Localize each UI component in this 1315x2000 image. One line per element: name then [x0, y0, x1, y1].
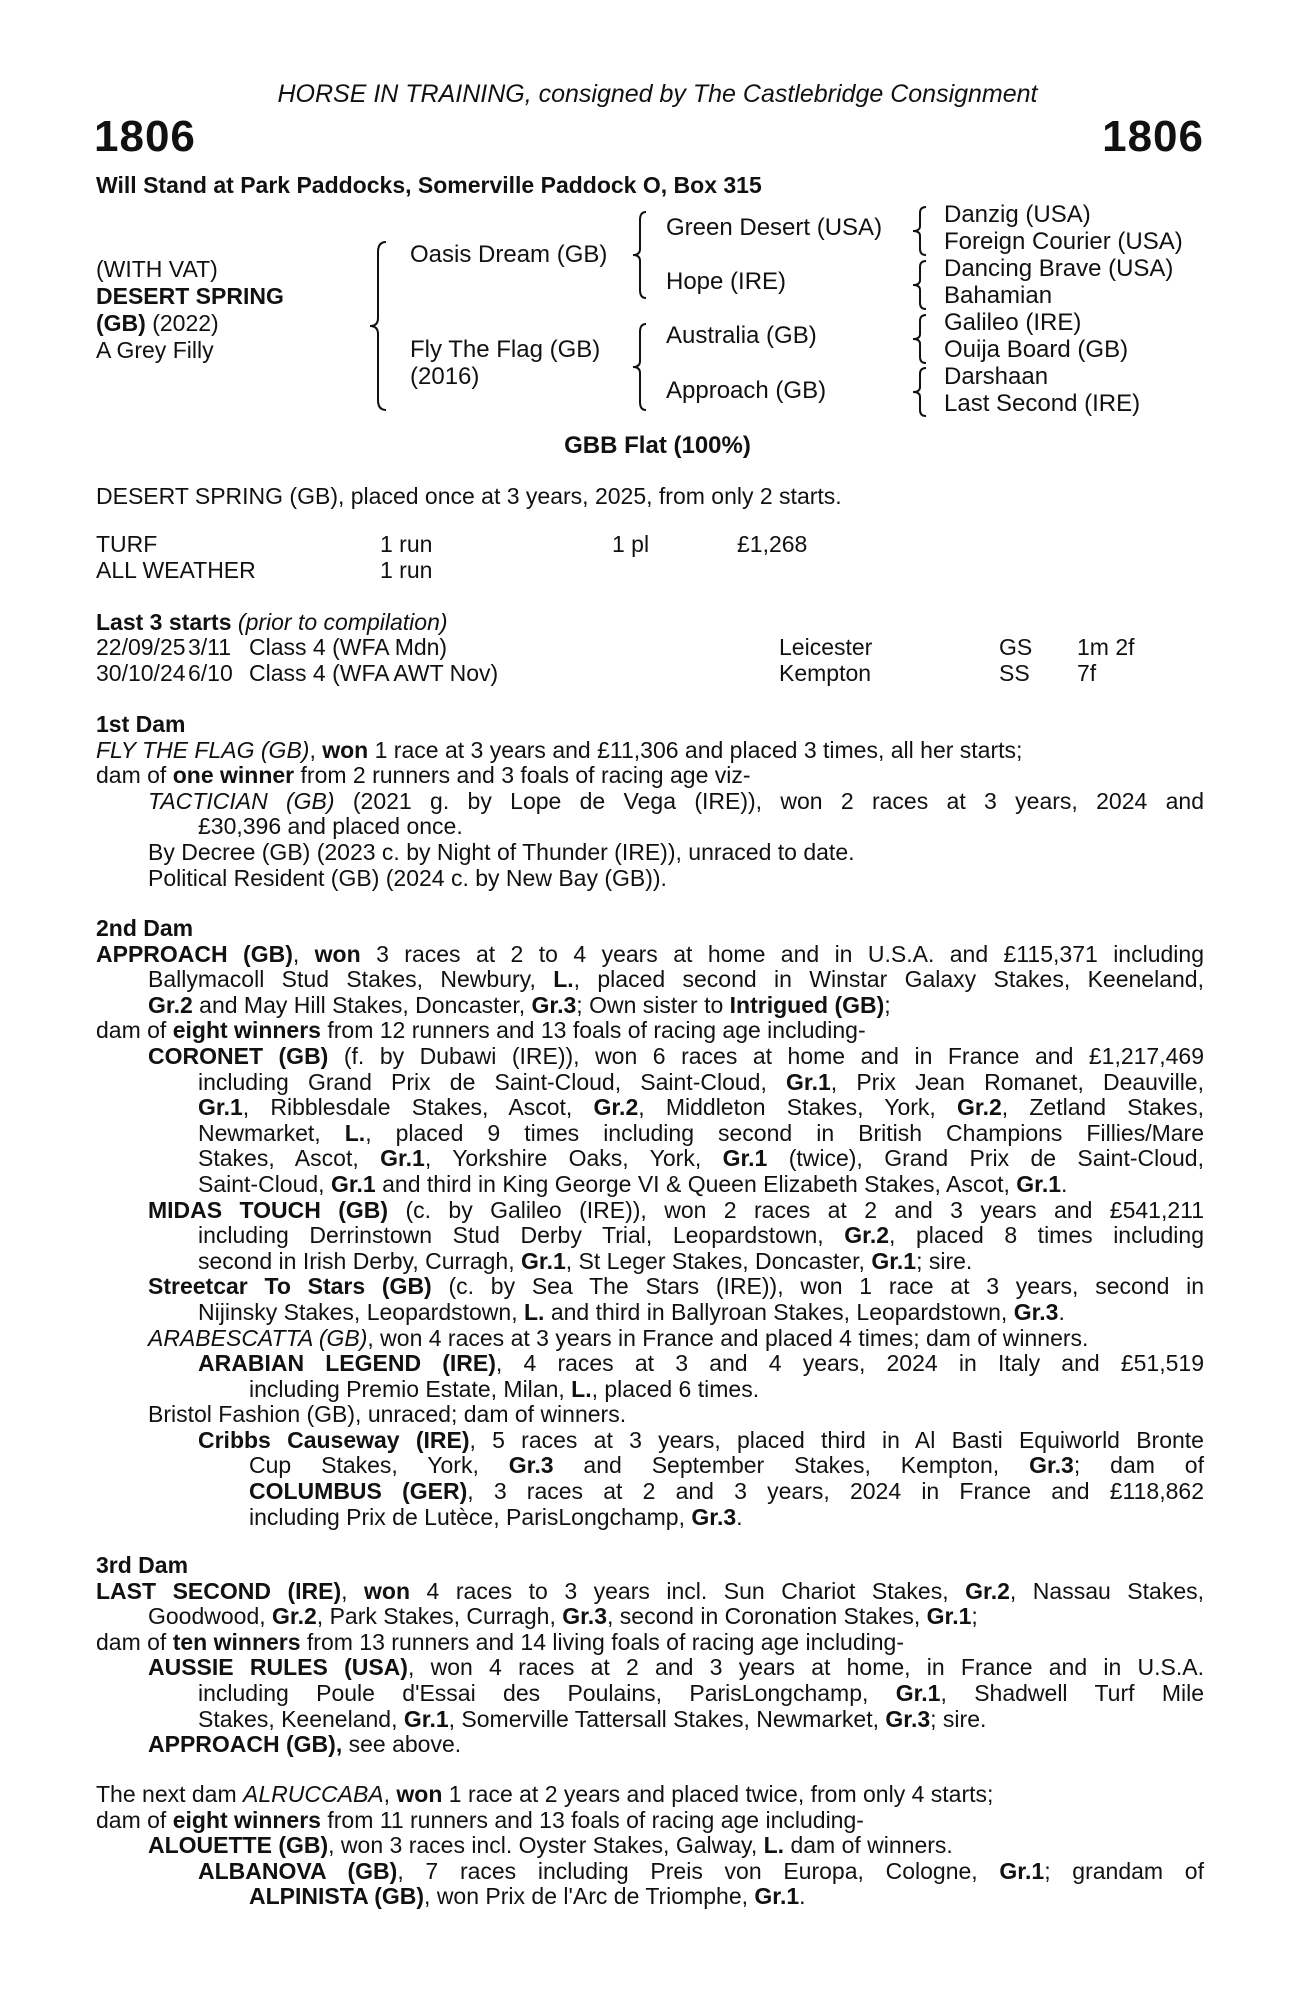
start-distance: 1m 2f: [1077, 634, 1135, 660]
pedigree-gen3-2: Foreign Courier (USA): [944, 228, 1183, 255]
first-dam-heading: 1st Dam: [96, 711, 186, 737]
first-dam-produce: Political Resident (GB) (2024 c. by New Bay (GB)).: [148, 864, 667, 891]
gbb-rating: GBB Flat (100%): [564, 432, 751, 459]
start-race: Class 4 (WFA AWT Nov): [249, 659, 499, 686]
record-runs: 1 run: [380, 531, 433, 557]
produce-coronet: Gr.1, Ribblesdale Stakes, Ascot, Gr.2, Middleton Stakes, York, Gr.2, Zetland Stakes,: [198, 1094, 1204, 1121]
start-course: Leicester: [779, 634, 873, 660]
first-dam-produce: By Decree (GB) (2023 c. by Night of Thunder (IRE)), unraced to date.: [148, 838, 855, 865]
next-dam-line: The next dam ALRUCCABA, won 1 race at 2 years and placed twice, from only 4 starts;: [96, 1781, 994, 1807]
record-row: [96, 558, 807, 584]
second-dam-line: Gr.2 and May Hill Stakes, Doncaster, Gr.3; Own sister to Intrigued (GB);: [148, 991, 891, 1018]
last-starts-heading: [96, 609, 448, 635]
catalogue-header: HORSE IN TRAINING, consigned by The Castlebridge Consignment: [277, 80, 1038, 108]
produce-columbus: including Prix de Lutèce, ParisLongchamp, Gr.3.: [249, 1503, 743, 1530]
pedigree-brace-3b: [910, 259, 930, 311]
produce-albanova: ALBANOVA (GB), 7 races including Preis von Europa, Cologne, Gr.1; grandam of: [198, 1857, 1204, 1884]
horse-description: A Grey Filly: [96, 337, 214, 363]
pedigree-sire-dam: Hope (IRE): [666, 268, 787, 295]
horse-year: (2022): [152, 310, 219, 336]
start-position: 6/10: [188, 659, 233, 686]
stand-location: Will Stand at Park Paddocks, Somerville Paddock O, Box 315: [96, 172, 762, 198]
first-dam-section: [96, 712, 1204, 891]
pedigree-gen3-3: Dancing Brave (USA): [944, 255, 1174, 282]
produce-coronet: CORONET (GB) (f. by Dubawi (IRE)), won 6 races at home and in France and £1,217,469: [148, 1042, 1204, 1069]
start-row: [96, 635, 1135, 661]
record-prize: £1,268: [737, 531, 808, 557]
pedigree-brace-3c: [910, 313, 930, 365]
lot-number-left: 1806: [94, 112, 196, 161]
start-course: Kempton: [779, 659, 872, 686]
produce-streetcar: Nijinsky Stakes, Leopardstown, L. and third in Ballyroan Stakes, Leopardstown, Gr.3.: [198, 1298, 1065, 1325]
second-dam-heading: 2nd Dam: [96, 915, 194, 941]
produce-columbus: COLUMBUS (GER), 3 races at 2 and 3 years, 2024 in France and £118,862: [249, 1478, 1204, 1505]
produce-streetcar: Streetcar To Stars (GB) (c. by Sea The Stars (IRE)), won 1 race at 3 years, second in: [148, 1273, 1205, 1300]
start-date: 22/09/25: [96, 634, 186, 660]
vat-note: (WITH VAT): [96, 256, 218, 282]
second-dam-section: [96, 916, 1204, 1530]
first-dam-line: FLY THE FLAG (GB), won 1 race at 3 years and £11,306 and placed 3 times, all her starts;: [96, 736, 1023, 763]
record-row: [96, 532, 807, 558]
produce-coronet: including Grand Prix de Saint-Cloud, Saint-Cloud, Gr.1, Prix Jean Romanet, Deauville,: [198, 1068, 1204, 1095]
produce-coronet: Saint-Cloud, Gr.1 and third in King George VI & Queen Elizabeth Stakes, Ascot, Gr.1.: [198, 1170, 1068, 1197]
pedigree-dam: Fly The Flag (GB): [410, 336, 601, 363]
pedigree-gen3-4: Bahamian: [944, 282, 1053, 309]
start-position: 3/11: [188, 634, 232, 660]
pedigree-dam-sire: Australia (GB): [666, 322, 817, 349]
horse-name: DESERT SPRING: [96, 283, 284, 309]
record-placed: [612, 558, 737, 584]
horse-country: (GB): [96, 310, 146, 336]
produce-midas-touch: second in Irish Derby, Curragh, Gr.1, St Leger Stakes, Doncaster, Gr.1; sire.: [198, 1247, 973, 1274]
record-prize: [737, 558, 807, 584]
start-going: SS: [999, 659, 1030, 686]
pedigree-dam-dam: Approach (GB): [666, 377, 827, 404]
third-dam-line: dam of ten winners from 13 runners and 14 living foals of racing age including-: [96, 1628, 904, 1655]
next-dam-line: dam of eight winners from 11 runners and 13 foals of racing age including-: [96, 1806, 864, 1833]
produce-aussie-rules: including Poule d'Essai des Poulains, ParisLongchamp, Gr.1, Shadwell Turf Mile: [198, 1679, 1204, 1706]
record-placed: 1 pl: [612, 531, 650, 557]
pedigree-brace-1: [366, 240, 392, 412]
race-record-table: [96, 532, 807, 583]
first-dam-produce: £30,396 and placed once.: [198, 813, 463, 840]
produce-coronet: Stakes, Ascot, Gr.1, Yorkshire Oaks, York, Gr.1 (twice), Grand Prix de Saint-Cloud,: [198, 1145, 1204, 1172]
produce-arabescatta: ARABESCATTA (GB), won 4 races at 3 years in France and placed 4 times; dam of winners.: [148, 1324, 1089, 1351]
pedigree-sire-sire: Green Desert (USA): [666, 214, 883, 241]
produce-arabian-legend: including Premio Estate, Milan, L., placed 6 times.: [249, 1375, 760, 1402]
record-surface: ALL WEATHER: [96, 556, 256, 583]
second-dam-line: dam of eight winners from 12 runners and 13 foals of racing age including-: [96, 1017, 866, 1044]
horse-identity: [96, 256, 284, 364]
last-starts-title: Last 3 starts: [96, 609, 232, 635]
start-date: 30/10/24: [96, 659, 186, 686]
third-dam-line: LAST SECOND (IRE), won 4 races to 3 years incl. Sun Chariot Stakes, Gr.2, Nassau Stakes,: [96, 1577, 1204, 1604]
produce-cribbs-causeway: Cribbs Causeway (IRE), 5 races at 3 years, placed third in Al Basti Equiworld Bronte: [198, 1426, 1204, 1453]
second-dam-line: Ballymacoll Stud Stakes, Newbury, L., placed second in Winstar Galaxy Stakes, Keeneland,: [148, 966, 1204, 993]
next-dam-section: [96, 1782, 1204, 1910]
produce-midas-touch: including Derrinstown Stud Derby Trial, Leopardstown, Gr.2, placed 8 times including: [198, 1222, 1204, 1249]
pedigree-gen3-8: Last Second (IRE): [944, 390, 1141, 417]
start-race: Class 4 (WFA Mdn): [249, 634, 448, 660]
last-starts-table: [96, 635, 1135, 686]
pedigree-brace-2a: [630, 210, 650, 300]
record-surface: TURF: [96, 531, 158, 557]
produce-approach: APPROACH (GB), see above.: [148, 1731, 462, 1758]
produce-bristol-fashion: Bristol Fashion (GB), unraced; dam of winners.: [148, 1401, 627, 1428]
pedigree-brace-3a: [910, 205, 930, 257]
pedigree-gen3-6: Ouija Board (GB): [944, 336, 1129, 363]
third-dam-line: Goodwood, Gr.2, Park Stakes, Curragh, Gr.3, second in Coronation Stakes, Gr.1;: [148, 1603, 978, 1630]
produce-aussie-rules: Stakes, Keeneland, Gr.1, Somerville Tattersall Stakes, Newmarket, Gr.3; sire.: [198, 1705, 987, 1732]
start-going: GS: [999, 634, 1033, 660]
produce-coronet: Newmarket, L., placed 9 times including second in British Champions Fillies/Mare: [198, 1119, 1204, 1146]
second-dam-line: APPROACH (GB), won 3 races at 2 to 4 years at home and in U.S.A. and £115,371 including: [96, 940, 1204, 967]
lot-number-right: 1806: [1102, 112, 1204, 161]
race-summary: DESERT SPRING (GB), placed once at 3 years, 2025, from only 2 starts.: [96, 483, 842, 509]
produce-alpinista: ALPINISTA (GB), won Prix de l'Arc de Triomphe, Gr.1.: [249, 1883, 806, 1910]
pedigree-gen3-7: Darshaan: [944, 363, 1049, 390]
pedigree-brace-2b: [630, 322, 650, 412]
pedigree-brace-3d: [910, 366, 930, 418]
start-distance: 7f: [1077, 659, 1097, 686]
produce-cribbs-causeway: Cup Stakes, York, Gr.3 and September Stakes, Kempton, Gr.3; dam of: [249, 1452, 1204, 1479]
pedigree-gen3-5: Galileo (IRE): [944, 309, 1082, 336]
first-dam-line: dam of one winner from 2 runners and 3 foals of racing age viz-: [96, 762, 751, 789]
last-starts-note: (prior to compilation): [237, 609, 448, 635]
pedigree-dam-year: (2016): [410, 363, 480, 390]
pedigree-sire: Oasis Dream (GB): [410, 241, 608, 268]
pedigree-gen3-1: Danzig (USA): [944, 201, 1091, 228]
start-row: [96, 661, 1135, 687]
produce-arabian-legend: ARABIAN LEGEND (IRE), 4 races at 3 and 4 years, 2024 in Italy and £51,519: [198, 1350, 1204, 1377]
third-dam-section: [96, 1553, 1204, 1758]
produce-alouette: ALOUETTE (GB), won 3 races incl. Oyster Stakes, Galway, L. dam of winners.: [148, 1832, 953, 1859]
produce-aussie-rules: AUSSIE RULES (USA), won 4 races at 2 and 3 years at home, in France and in U.S.A.: [148, 1654, 1204, 1681]
first-dam-produce: TACTICIAN (GB) (2021 g. by Lope de Vega (IRE)), won 2 races at 3 years, 2024 and: [148, 787, 1204, 814]
produce-midas-touch: MIDAS TOUCH (GB) (c. by Galileo (IRE)), won 2 races at 2 and 3 years and £541,211: [148, 1196, 1204, 1223]
record-runs: 1 run: [380, 556, 433, 583]
third-dam-heading: 3rd Dam: [96, 1552, 189, 1578]
